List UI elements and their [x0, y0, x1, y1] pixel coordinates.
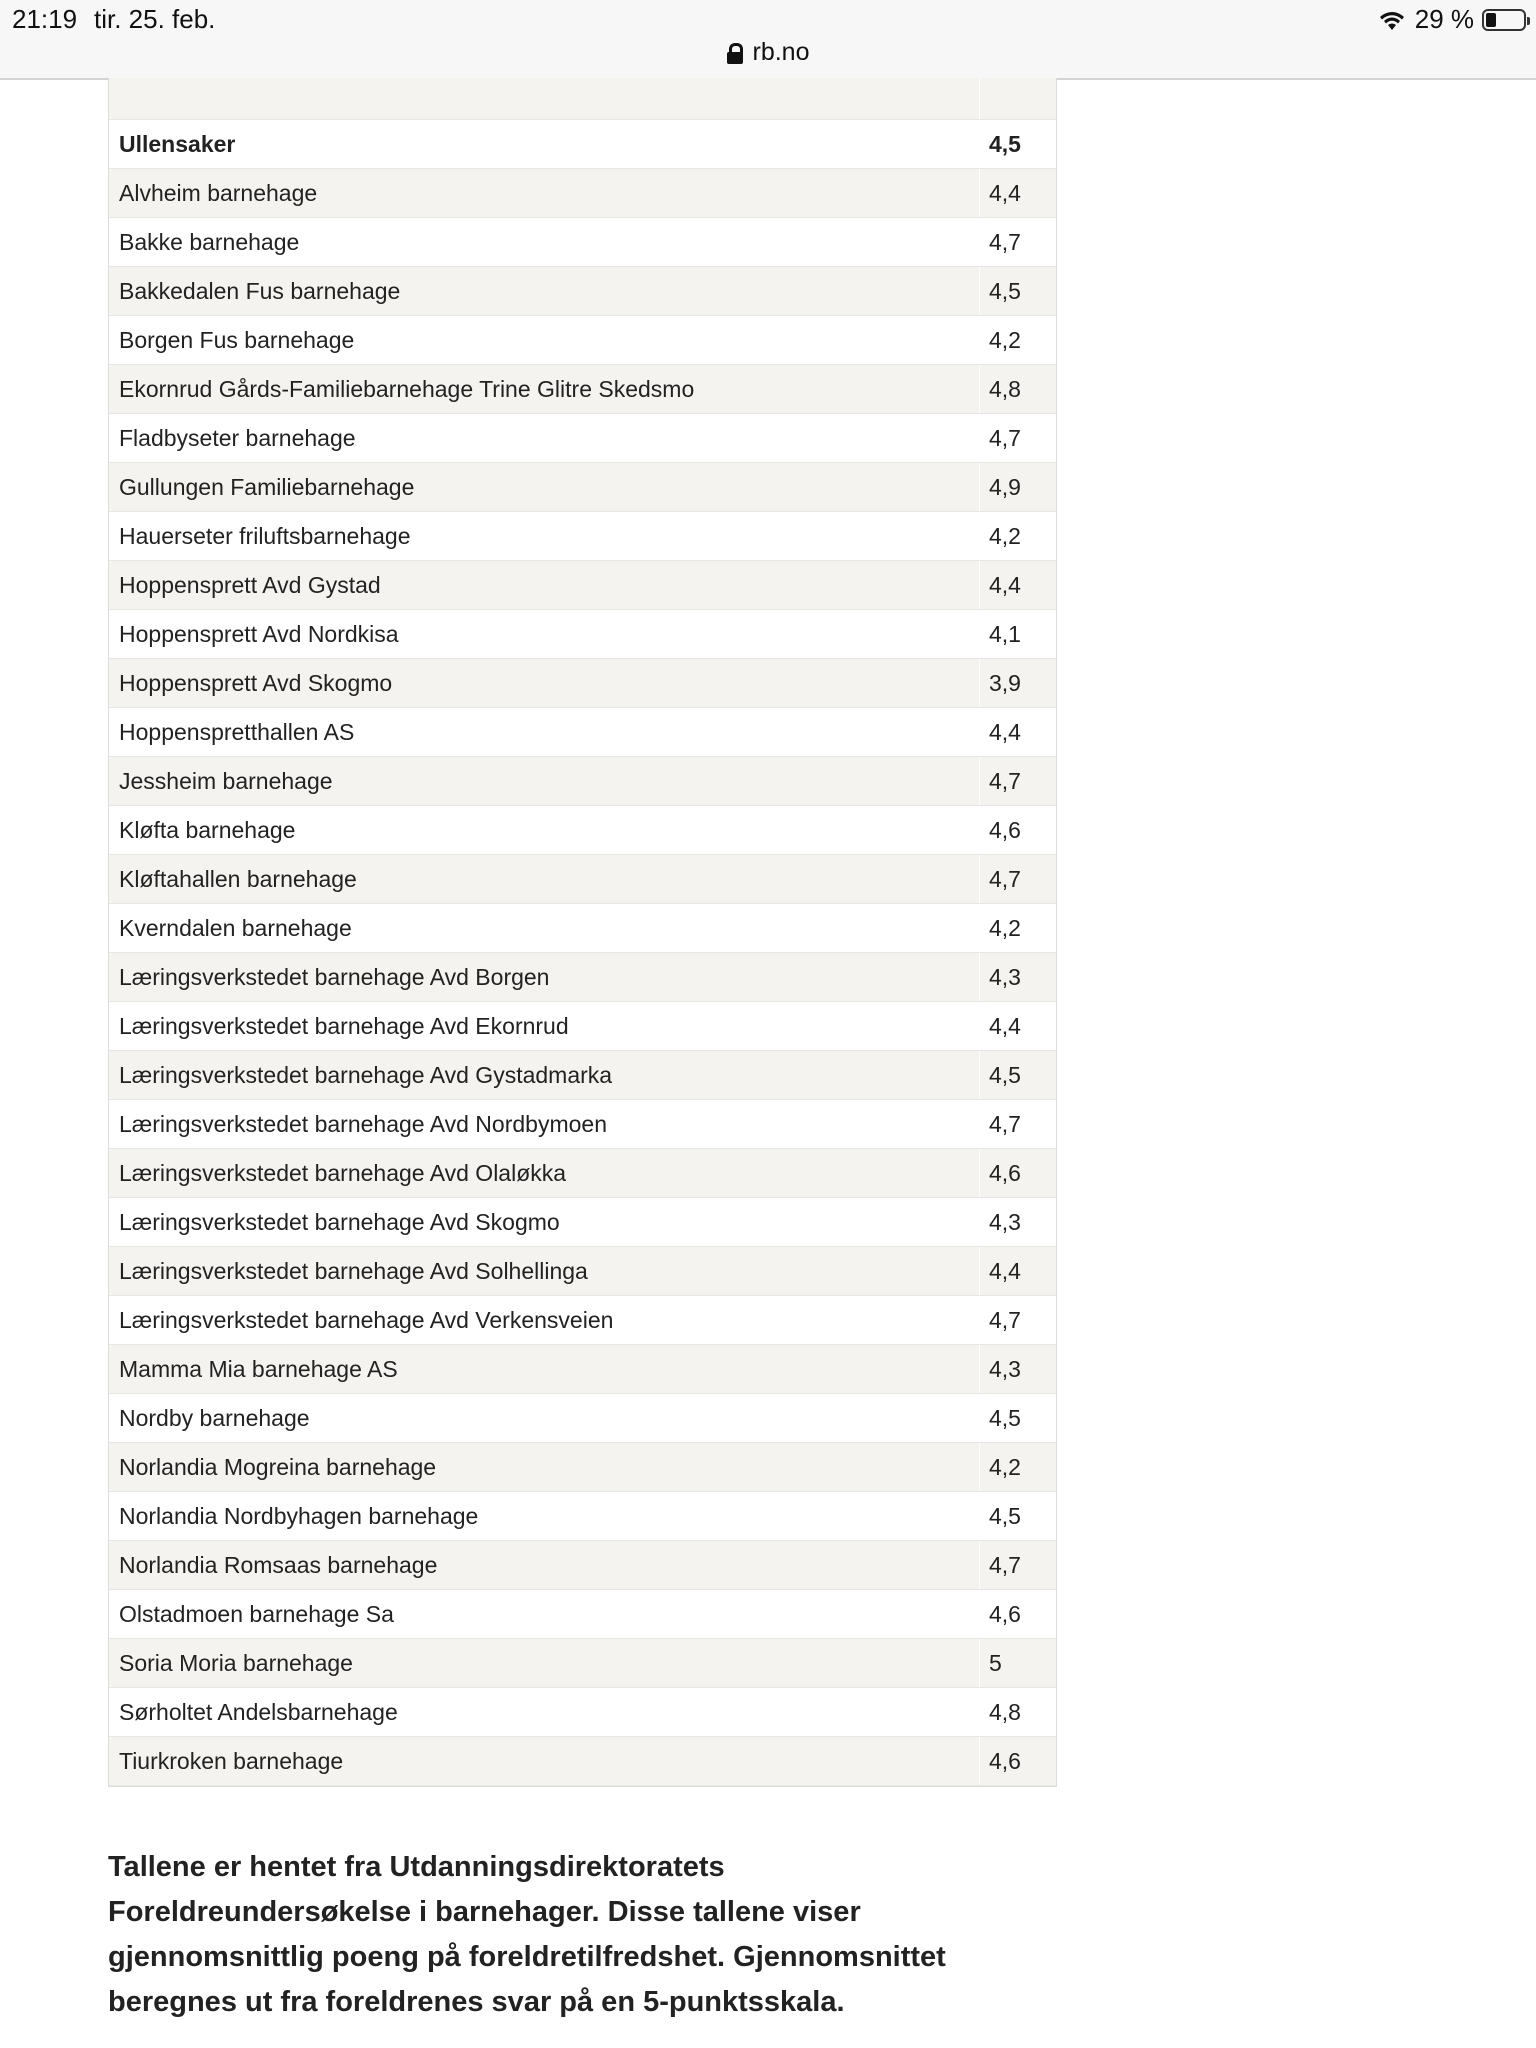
table-row [109, 1100, 1056, 1149]
satisfaction-score: 4,6 [979, 806, 1056, 854]
kindergarten-name: Bakke barnehage [119, 228, 300, 255]
table-row [109, 1149, 1056, 1198]
kindergarten-name: Norlandia Mogreina barnehage [119, 1453, 437, 1480]
satisfaction-score: 4,7 [979, 218, 1056, 266]
kindergarten-name: Kverndalen barnehage [119, 914, 352, 941]
url-text: rb.no [752, 38, 810, 66]
status-indicators [1377, 4, 1526, 35]
kindergarten-name: Hoppensprett Avd Skogmo [119, 669, 393, 696]
kindergarten-name: Mamma Mia barnehage AS [119, 1355, 398, 1382]
satisfaction-score: 4,6 [979, 1737, 1056, 1785]
satisfaction-score: 4,3 [979, 1345, 1056, 1393]
satisfaction-score: 4,9 [979, 463, 1056, 511]
table-row [109, 561, 1056, 610]
table-row [109, 1051, 1056, 1100]
satisfaction-score: 4,2 [979, 904, 1056, 952]
kindergarten-name: Sørholtet Andelsbarnehage [119, 1698, 398, 1725]
kindergarten-name: Hauerseter friluftsbarnehage [119, 522, 411, 549]
satisfaction-score: 3,9 [979, 659, 1056, 707]
satisfaction-score: 4,7 [979, 1296, 1056, 1344]
satisfaction-score: 4,6 [979, 1590, 1056, 1638]
table-row [109, 806, 1056, 855]
satisfaction-score: 4,5 [979, 1492, 1056, 1540]
table-row [109, 659, 1056, 708]
satisfaction-score: 4,1 [979, 610, 1056, 658]
kindergarten-name: Bakkedalen Fus barnehage [119, 277, 401, 304]
satisfaction-score: 4,4 [979, 1002, 1056, 1050]
battery-percent: 29 % [1414, 4, 1474, 34]
satisfaction-score: 4,7 [979, 1100, 1056, 1148]
table-row [109, 904, 1056, 953]
kindergarten-name: Læringsverkstedet barnehage Avd Borgen [119, 963, 550, 990]
kindergarten-name: Læringsverkstedet barnehage Avd Olaløkka [119, 1159, 567, 1186]
table-row [109, 1590, 1056, 1639]
table-row [109, 610, 1056, 659]
table-row [109, 708, 1056, 757]
kindergarten-name: Læringsverkstedet barnehage Avd Solhellinga [119, 1257, 588, 1284]
table-row [109, 120, 1056, 169]
satisfaction-score: 4,7 [979, 757, 1056, 805]
table-row [109, 1443, 1056, 1492]
status-date: tir. 25. feb. [94, 4, 216, 34]
satisfaction-score: 4,5 [979, 120, 1056, 168]
status-time: 21:19 [12, 4, 78, 34]
results-table [108, 78, 1057, 1787]
lock-icon [727, 43, 743, 63]
kindergarten-name: Læringsverkstedet barnehage Avd Ekornrud [119, 1012, 569, 1039]
table-row [109, 463, 1056, 512]
satisfaction-score: 4,4 [979, 708, 1056, 756]
kindergarten-name: Hoppensprett Avd Nordkisa [119, 620, 399, 647]
satisfaction-score: 4,5 [979, 1394, 1056, 1442]
table-row [109, 1394, 1056, 1443]
satisfaction-score: 4,2 [979, 512, 1056, 560]
table-row [109, 1002, 1056, 1051]
satisfaction-score: 4,3 [979, 1198, 1056, 1246]
satisfaction-score: 4,8 [979, 1688, 1056, 1736]
satisfaction-score: 4,4 [979, 561, 1056, 609]
kindergarten-name: Ullensaker [119, 130, 236, 157]
satisfaction-score: 4,5 [979, 267, 1056, 315]
kindergarten-name: Norlandia Nordbyhagen barnehage [119, 1502, 479, 1529]
footnote-text: Tallene er hentet fra Utdanningsdirektoratets Foreldreundersøkelse i barnehager. Disse tallene viser gjennomsnittlig poeng på foreldretilfredshet. Gjennomsnittet beregnes ut fra foreldrenes svar på en 5-punktsskala. [108, 1851, 946, 2018]
satisfaction-score: 4,4 [979, 169, 1056, 217]
table-row [109, 414, 1056, 463]
table-row [109, 1737, 1056, 1786]
table-row [109, 169, 1056, 218]
satisfaction-score: 5 [979, 1639, 1056, 1687]
url-bar[interactable] [0, 38, 1536, 67]
battery-icon [1482, 9, 1526, 31]
kindergarten-name: Alvheim barnehage [119, 179, 318, 206]
table-row [109, 365, 1056, 414]
kindergarten-name: Hoppensprett Avd Gystad [119, 571, 381, 598]
wifi-icon [1377, 8, 1407, 32]
kindergarten-name: Ekornrud Gårds-Familiebarnehage Trine Glitre Skedsmo [119, 375, 695, 402]
table-row [109, 1247, 1056, 1296]
table-row [109, 1198, 1056, 1247]
kindergarten-name: Fladbyseter barnehage [119, 424, 356, 451]
kindergarten-name: Læringsverkstedet barnehage Avd Gystadmarka [119, 1061, 613, 1088]
table-row [109, 1541, 1056, 1590]
kindergarten-name: Kløftahallen barnehage [119, 865, 357, 892]
kindergarten-name: Jessheim barnehage [119, 767, 333, 794]
satisfaction-score: 4,6 [979, 1149, 1056, 1197]
table-row [109, 1688, 1056, 1737]
table-row [109, 316, 1056, 365]
satisfaction-score: 4,2 [979, 316, 1056, 364]
kindergarten-name: Læringsverkstedet barnehage Avd Verkensveien [119, 1306, 614, 1333]
kindergarten-name: Nordby barnehage [119, 1404, 310, 1431]
table-row [109, 512, 1056, 561]
kindergarten-name: Soria Moria barnehage [119, 1649, 353, 1676]
table-row [109, 267, 1056, 316]
table-row [109, 1639, 1056, 1688]
satisfaction-score: 4,7 [979, 414, 1056, 462]
satisfaction-score: 4,7 [979, 1541, 1056, 1589]
satisfaction-score: 4,3 [979, 953, 1056, 1001]
kindergarten-name: Gullungen Familiebarnehage [119, 473, 415, 500]
satisfaction-score: 4,7 [979, 855, 1056, 903]
table-row [109, 1492, 1056, 1541]
table-row [109, 855, 1056, 904]
kindergarten-name: Læringsverkstedet barnehage Avd Skogmo [119, 1208, 560, 1235]
table-row [109, 1345, 1056, 1394]
kindergarten-name: Tiurkroken barnehage [119, 1747, 344, 1774]
table-row [109, 757, 1056, 806]
table-row [109, 953, 1056, 1002]
table-row [109, 218, 1056, 267]
satisfaction-score: 4,5 [979, 1051, 1056, 1099]
satisfaction-score: 4,8 [979, 365, 1056, 413]
satisfaction-score: 4,4 [979, 1247, 1056, 1295]
kindergarten-name: Norlandia Romsaas barnehage [119, 1551, 438, 1578]
satisfaction-score: 4,2 [979, 1443, 1056, 1491]
status-bar [0, 0, 1536, 80]
table-row [109, 1296, 1056, 1345]
kindergarten-name: Olstadmoen barnehage Sa [119, 1600, 394, 1627]
table-row-header-spacer [109, 78, 1056, 120]
kindergarten-name: Kløfta barnehage [119, 816, 296, 843]
kindergarten-name: Borgen Fus barnehage [119, 326, 355, 353]
kindergarten-name: Hoppenspretthallen AS [119, 718, 355, 745]
kindergarten-name: Læringsverkstedet barnehage Avd Nordbymoen [119, 1110, 607, 1137]
